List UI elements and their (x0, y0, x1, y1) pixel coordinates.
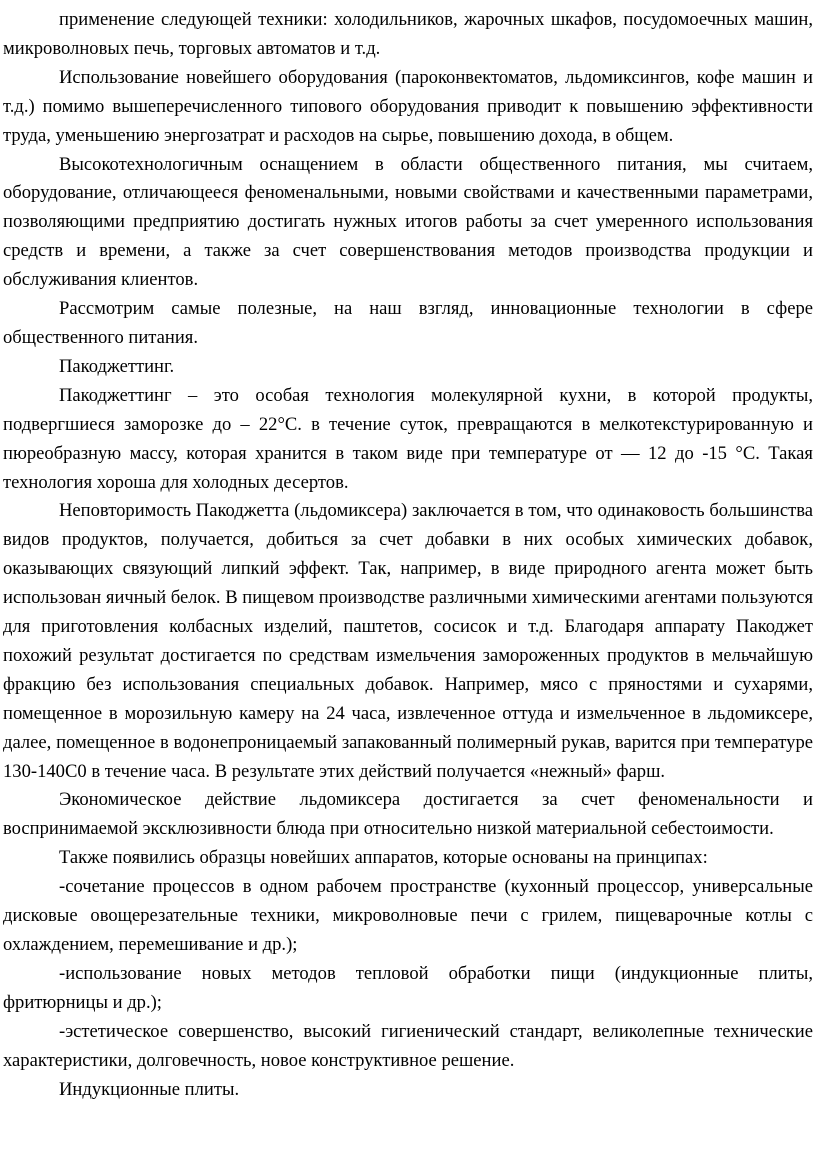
section-heading-pacojetting: Пакоджеттинг. (59, 355, 175, 377)
paragraph-high-tech-definition: Высокотехнологичным оснащением в области общественного питания, мы считаем, оборудование, отличающееся феноменальными, новыми свойствами и качественными параметрами, позволяющими предприятию достигать нужных итогов работы за счет умеренного использования средств и времени, а также за счет совершенствования методов производства продукции и обслуживания клиентов. (3, 153, 813, 291)
paragraph-new-equipment-efficiency: Использование новейшего оборудования (пароконвектоматов, льдомиксингов, кофе машин и т.д.) помимо вышеперечисленного типового оборудования приводит к повышению эффективности труда, уменьшению энергозатрат и расходов на сырье, повышению дохода, в общем. (3, 66, 813, 146)
list-item-aesthetic-perfection: -эстетическое совершенство, высокий гигиенический стандарт, великолепные технические характеристики, долговечность, новое конструктивное решение. (3, 1020, 813, 1071)
paragraph-pacojet-uniqueness: Неповторимость Пакоджетта (льдомиксера) заключается в том, что одинаковость большинства видов продуктов, получается, добиться за счет добавки в них особых химических добавок, оказывающих связующий липкий эффект. Так, например, в виде природного агента может быть использован яичный белок. В пищевом производстве различными химическими агентами пользуются для приготовления колбасных изделий, паштетов, сосисок и т.д. Благодаря аппарату Пакоджет похожий результат достигается по средствам измельчения замороженных продуктов в мельчайшую фракцию без использования специальных добавок. Например, мясо с пряностями и сухарями, помещенное в морозильную камеру на 24 часа, извлеченное оттуда и измельченное в льдомиксере, далее, помещенное в водонепроницаемый запакованный полимерный рукав, варится при температуре 130-140С0 в течение часа. В результате этих действий получается «нежный» фарш. (3, 500, 813, 782)
list-item-process-combination: -сочетание процессов в одном рабочем пространстве (кухонный процессор, универсальные дисковые овощерезательные техники, микроволновые печи с грилем, пищеварочные котлы с охлаждением, перемешивание и др.); (3, 876, 813, 955)
paragraph-pacojetting-description: Пакоджеттинг – это особая технология молекулярной кухни, в которой продукты, подвергшиеся заморозке до – 22°С. в течение суток, превращаются в мелкотекстурированную и пюреобразную массу, которая хранится в таком виде при температуре от — 12 до -15 °С. Такая технология хороша для холодных десертов. (3, 384, 813, 493)
paragraph-innovations-intro: Рассмотрим самые полезные, на наш взгляд, инновационные технологии в сфере общественного питания. (3, 298, 813, 348)
paragraph-new-devices-principles: Также появились образцы новейших аппаратов, которые основаны на принципах: (59, 847, 708, 869)
section-heading-induction-stoves: Индукционные плиты. (59, 1078, 240, 1100)
paragraph-economic-effect: Экономическое действие льдомиксера достигается за счет феноменальности и воспринимаемой эксклюзивности блюда при относительно низкой материальной себестоимости. (3, 789, 813, 840)
paragraph-equipment-list: применение следующей техники: холодильников, жарочных шкафов, посудомоечных машин, микроволновых печь, торговых автоматов и т.д. (3, 9, 813, 59)
list-item-new-heat-methods: -использование новых методов тепловой обработки пищи (индукционные плиты, фритюрницы и др.); (3, 962, 813, 1013)
